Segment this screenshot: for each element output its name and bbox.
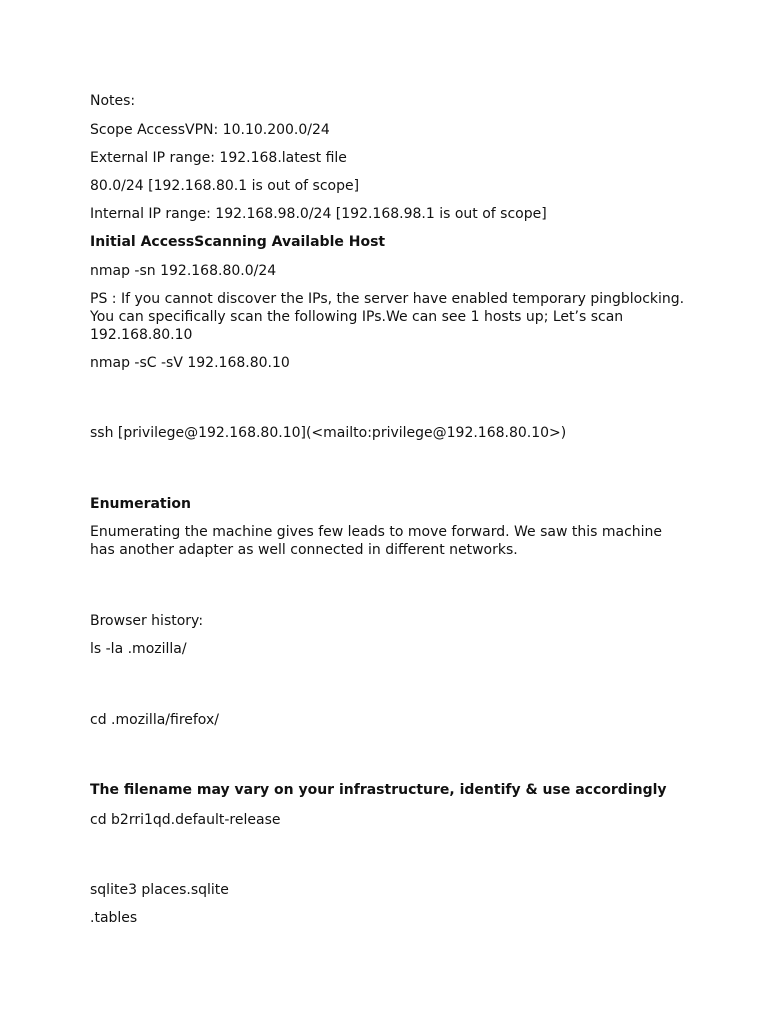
cd-firefox-command: cd .mozilla/firefox/ bbox=[90, 712, 219, 728]
scope-line: Scope AccessVPN: 10.10.200.0/24 bbox=[90, 122, 330, 138]
enumeration-paragraph: Enumerating the machine gives few leads to move forward. We saw this machine has another adapter as well connected in different networks. bbox=[90, 524, 663, 558]
sqlite-command: sqlite3 places.sqlite bbox=[90, 882, 229, 898]
browser-history-label: Browser history: bbox=[90, 613, 204, 629]
ls-mozilla-command: ls -la .mozilla/ bbox=[90, 641, 187, 657]
tables-command: .tables bbox=[90, 910, 138, 926]
nmap-sc-command: nmap -sC -sV 192.168.80.10 bbox=[90, 355, 290, 371]
initial-access-heading: Initial AccessScanning Available Host bbox=[90, 234, 386, 250]
external-range-line: External IP range: 192.168.latest file bbox=[90, 150, 347, 166]
external-range-continuation: 80.0/24 [192.168.80.1 is out of scope] bbox=[90, 178, 360, 194]
filename-note-heading: The filename may vary on your infrastructure, identify & use accordingly bbox=[90, 782, 667, 798]
enumeration-heading: Enumeration bbox=[90, 496, 192, 512]
ssh-command: ssh [privilege@192.168.80.10](<mailto:privilege@192.168.80.10>) bbox=[90, 425, 567, 441]
nmap-sn-command: nmap -sn 192.168.80.0/24 bbox=[90, 263, 277, 279]
cd-profile-command: cd b2rri1qd.default-release bbox=[90, 812, 281, 828]
internal-range-line: Internal IP range: 192.168.98.0/24 [192.168.98.1 is out of scope] bbox=[90, 206, 547, 222]
ps-note-paragraph: PS : If you cannot discover the IPs, the server have enabled temporary pingblocking. You can specifically scan the following IPs.We can see 1 hosts up; Let’s scan 192.168.80.10 bbox=[90, 291, 685, 343]
notes-label: Notes: bbox=[90, 93, 136, 109]
